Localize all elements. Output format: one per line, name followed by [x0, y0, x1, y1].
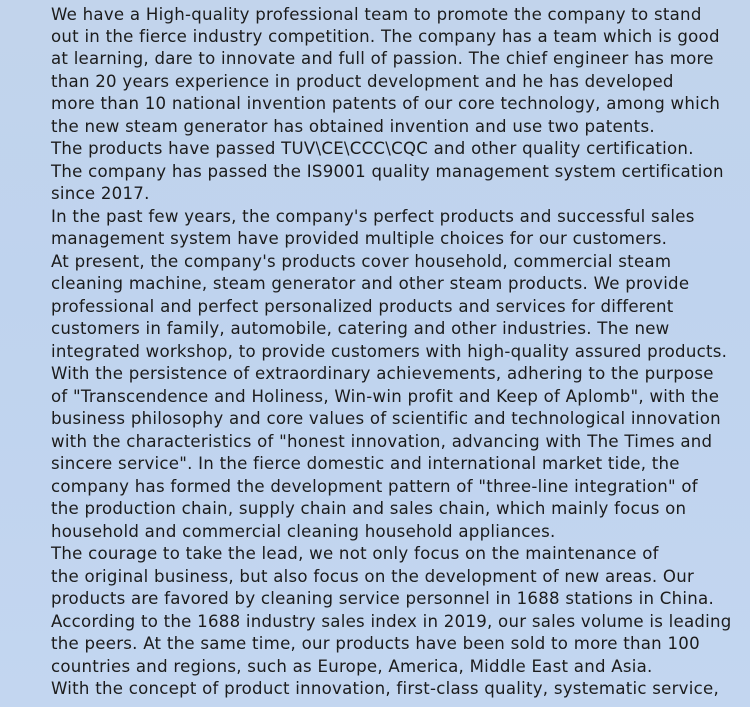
text-line: The courage to take the lead, we not only focus on the maintenance of [51, 544, 659, 563]
text-line: the original business, but also focus on the development of new areas. Our [51, 567, 695, 586]
text-line: of "Transcendence and Holiness, Win-win profit and Keep of Aplomb", with the [51, 387, 720, 406]
text-line: In the past few years, the company's perfect products and successful sales [51, 207, 695, 226]
text-line: professional and perfect personalized products and services for different [51, 297, 674, 316]
text-line: company has formed the development pattern of "three-line integration" of [51, 477, 698, 496]
text-line: We have a High-quality professional team to promote the company to stand [51, 5, 702, 24]
text-line: since 2017. [51, 184, 150, 203]
text-line: management system have provided multiple choices for our customers. [51, 229, 668, 248]
text-line: At present, the company's products cover household, commercial steam [51, 252, 672, 271]
text-line: integrated workshop, to provide customers with high-quality assured products. [51, 342, 728, 361]
text-line: business philosophy and core values of scientific and technological innovation [51, 409, 721, 428]
text-line: The company has passed the IS9001 quality management system certification [51, 162, 724, 181]
text-line: with the characteristics of "honest innovation, advancing with The Times and [51, 432, 713, 451]
text-line: With the persistence of extraordinary achievements, adhering to the purpose [51, 364, 714, 383]
text-line: sincere service". In the fierce domestic and international market tide, the [51, 454, 680, 473]
text-line: With the concept of product innovation, first-class quality, systematic service, [51, 679, 719, 698]
text-line: products are favored by cleaning service personnel in 1688 stations in China. [51, 589, 714, 608]
text-line: the production chain, supply chain and sales chain, which mainly focus on [51, 499, 687, 518]
text-line: at learning, dare to innovate and full of passion. The chief engineer has more [51, 49, 714, 68]
text-line: countries and regions, such as Europe, America, Middle East and Asia. [51, 657, 653, 676]
text-line: out in the fierce industry competition. The company has a team which is good [51, 27, 720, 46]
text-line: than 20 years experience in product development and he has developed [51, 72, 674, 91]
text-line: The products have passed TUV\CE\CCC\CQC and other quality certification. [51, 139, 694, 158]
text-line: cleaning machine, steam generator and other steam products. We provide [51, 274, 690, 293]
text-line: the new steam generator has obtained invention and use two patents. [51, 117, 655, 136]
text-line: customers in family, automobile, catering and other industries. The new [51, 319, 670, 338]
text-line: According to the 1688 industry sales index in 2019, our sales volume is leading [51, 612, 732, 631]
text-line: household and commercial cleaning household appliances. [51, 522, 556, 541]
text-line: more than 10 national invention patents of our core technology, among which [51, 94, 721, 113]
text-line: the peers. At the same time, our products have been sold to more than 100 [51, 634, 700, 653]
